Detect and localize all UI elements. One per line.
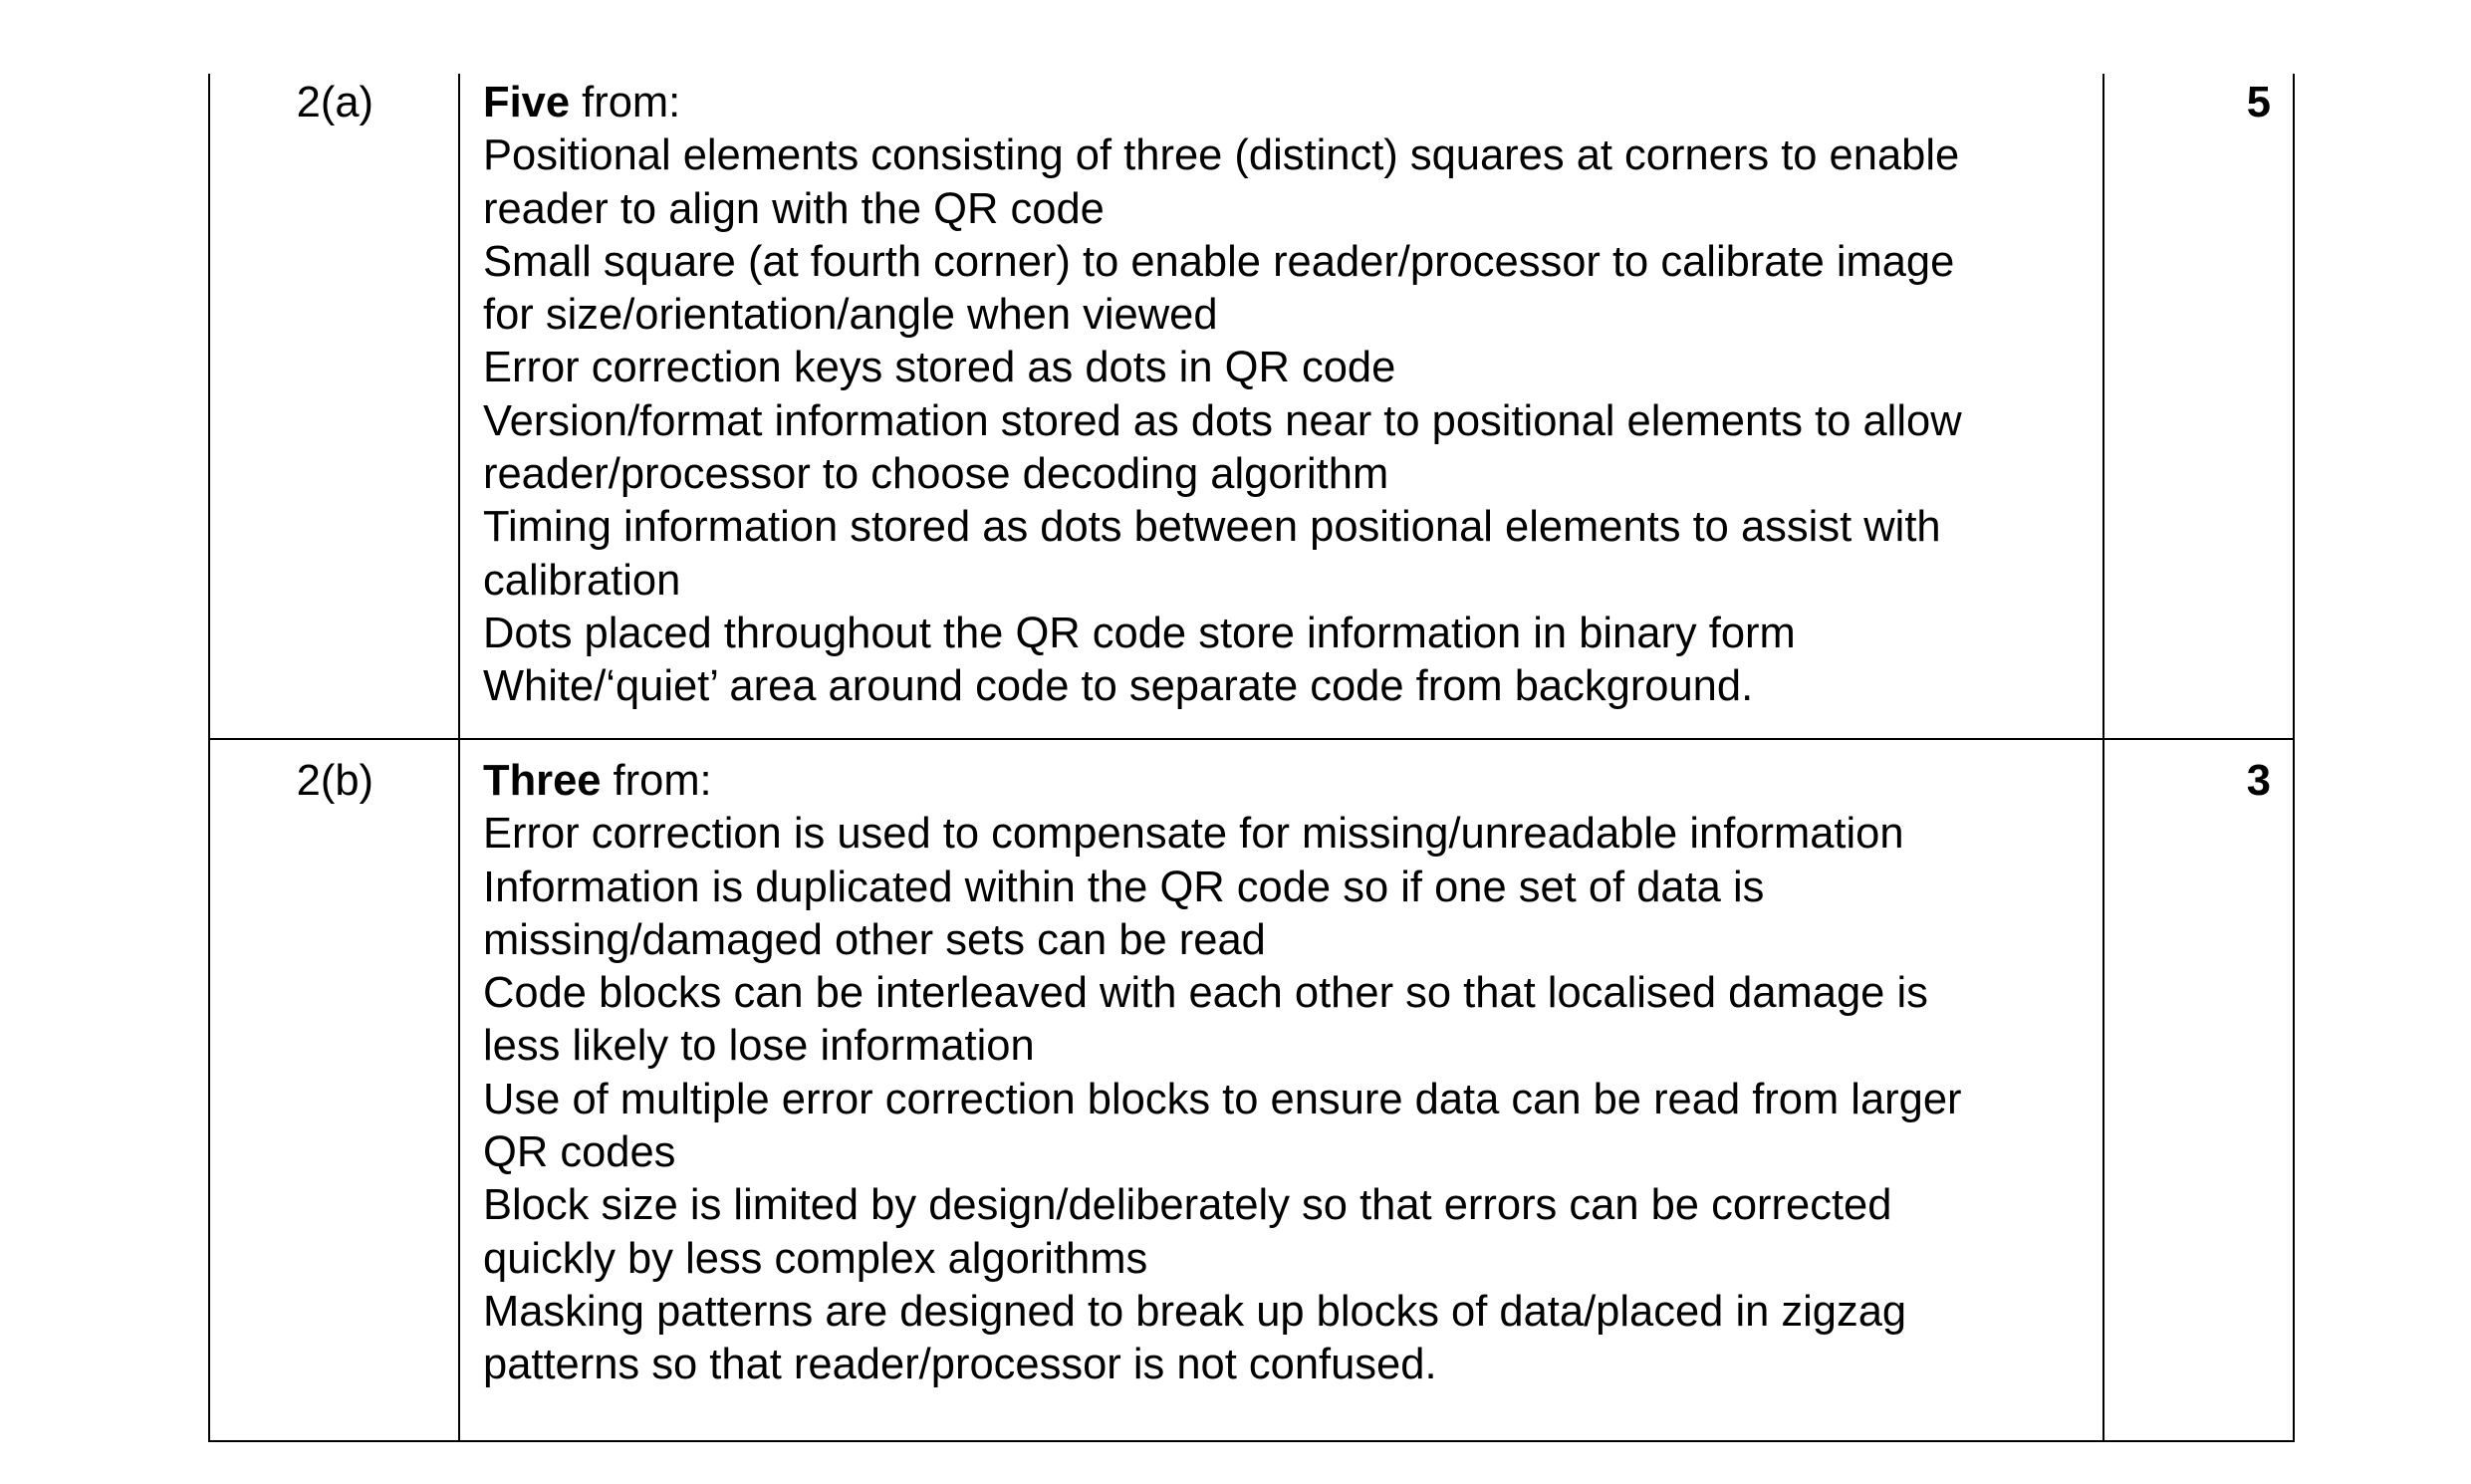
marks-value: 5: [2246, 79, 2271, 126]
answer-lead: [483, 755, 2093, 808]
answer-line: Information is duplicated within the QR code so if one set of data is: [483, 863, 1765, 911]
answer-line: Masking patterns are designed to break up blocks of data/placed in zigzag: [483, 1287, 1907, 1336]
answer-line: QR codes: [483, 1128, 676, 1177]
marks-cell: [2103, 739, 2294, 1441]
question-number: 2(a): [296, 79, 373, 126]
answer-cell: [459, 74, 2103, 739]
answer-line: less likely to lose information: [483, 1022, 1035, 1071]
answer-line: Small square (at fourth corner) to enable reader/processor to calibrate image: [483, 237, 1955, 286]
answer-line: reader to align with the QR code: [483, 184, 1105, 233]
answer-line: Block size is limited by design/deliberately so that errors can be corrected: [483, 1181, 1892, 1230]
answer-line: quickly by less complex algorithms: [483, 1234, 1148, 1283]
answer-line: reader/processor to choose decoding algorithm: [483, 450, 1389, 499]
answer-line: Dots placed throughout the QR code store information in binary form: [483, 609, 1796, 657]
mark-scheme-table: [208, 74, 2295, 1442]
answer-line: White/‘quiet’ area around code to separate code from background.: [483, 662, 1754, 711]
answer-lead-rest: from:: [570, 79, 681, 126]
answer-line: Error correction is used to compensate for missing/unreadable information: [483, 810, 1904, 859]
answer-line: Use of multiple error correction blocks to ensure data can be read from larger: [483, 1075, 1962, 1123]
answer-line: for size/orientation/angle when viewed: [483, 291, 1218, 340]
answer-line: Error correction keys stored as dots in QR code: [483, 344, 1396, 392]
table-row: [209, 739, 2294, 1441]
answer-line: missing/damaged other sets can be read: [483, 915, 1266, 964]
answer-line: calibration: [483, 556, 681, 605]
answer-line: Version/format information stored as dots near to positional elements to allow: [483, 396, 1962, 445]
question-number: 2(b): [296, 757, 373, 805]
answer-lead: [483, 77, 2093, 129]
answer-line: Code blocks can be interleaved with each other so that localised damage is: [483, 969, 1928, 1018]
marks-value: 3: [2246, 757, 2271, 805]
answer-lead-bold: Five: [483, 79, 571, 126]
answer-cell: [459, 739, 2103, 1441]
answer-lead-bold: Three: [483, 757, 602, 805]
table-row: [209, 74, 2294, 739]
question-number-cell: [209, 739, 459, 1441]
answer-line: Timing information stored as dots between positional elements to assist with: [483, 503, 1941, 552]
marks-cell: [2103, 74, 2294, 739]
answer-line: Positional elements consisting of three (distinct) squares at corners to enable: [483, 131, 1960, 180]
question-number-cell: [209, 74, 459, 739]
answer-line: patterns so that reader/processor is not confused.: [483, 1341, 1437, 1389]
answer-lead-rest: from:: [601, 757, 712, 805]
